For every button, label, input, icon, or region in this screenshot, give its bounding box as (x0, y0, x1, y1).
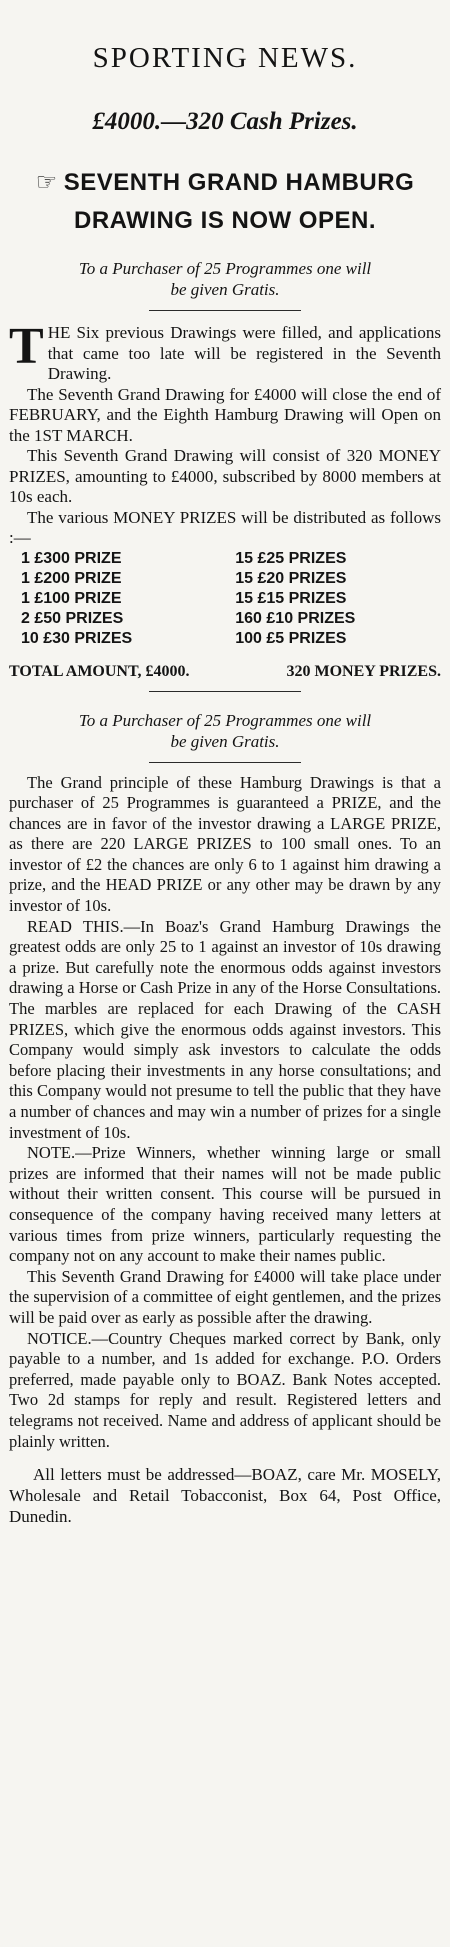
body-paragraph-note: NOTE.—Prize Winners, whether winning large or small prizes are informed that their names will not be made public without their written consent. This course will be pursued in consequence of the company having received many letters at various times from prize winners, particularly requesting the company not on any account to make their names public. (9, 1143, 441, 1266)
prize-item: 1 £200 PRIZE (21, 569, 122, 587)
headline-line-1-text: SEVENTH GRAND HAMBURG (63, 169, 415, 196)
body-section (9, 773, 441, 1453)
body-paragraph-read-this: READ THIS.—In Boaz's Grand Hamburg Drawings the greatest odds are only 25 to 1 against an investor of 10s drawing a prize. But carefully note the enormous odds against investors drawing a Horse or Cash Prize in any of the Horse Consultations. The marbles are replaced for each Drawing of the CASH PRIZES, which give the enormous odds against investors. This Company would simply ask investors to calculate the odds before placing their investments in any horse consultations; and this Company would not presume to tell the public that they have a number of chances and may win a number of prizes for a single investment of 10s. (9, 916, 441, 1142)
prize-item: 100 £5 PRIZES (235, 629, 347, 647)
gratis-notice-mid-line-1: To a Purchaser of 25 Programmes one will (78, 710, 372, 730)
gratis-notice-top-line-2: be given Gratis. (170, 280, 280, 299)
gratis-notice-mid-line-2: be given Gratis. (170, 731, 280, 751)
pointing-hand-icon: ☞ (35, 169, 58, 196)
intro-paragraph-3: This Seventh Grand Drawing will consist of 320 MONEY PRIZES, amounting to £4000, subscribed by 8000 members at 10s each. (9, 446, 441, 506)
gratis-notice-mid (23, 710, 427, 752)
total-prize-count: 320 MONEY PRIZES. (286, 662, 441, 680)
prize-item: 1 £300 PRIZE (21, 549, 122, 567)
prize-column-left (21, 549, 219, 649)
totals-line (9, 663, 441, 681)
prize-item: 10 £30 PRIZES (21, 629, 133, 647)
prize-item: 160 £10 PRIZES (235, 609, 356, 627)
closing-paragraph: All letters must be addressed—BOAZ, care Mr. MOSELY, Wholesale and Retail Tobacconist, Box 64, Post Office, Dunedin. (9, 1465, 441, 1527)
prize-item: 2 £50 PRIZES (21, 609, 124, 627)
intro-section (9, 318, 441, 549)
prize-table (11, 549, 441, 649)
gratis-notice-top-line-1: To a Purchaser of 25 Programmes one will (78, 259, 372, 278)
headline-line-2: DRAWING IS NOW OPEN. (73, 207, 376, 234)
divider-rule (149, 691, 301, 692)
body-paragraph-principle: The Grand principle of these Hamburg Drawings is that a purchaser of 25 Programmes is guaranteed a PRIZE, and the chances are in favor of the investor drawing a LARGE PRIZE, as there are 220 LARGE PRIZES to 100 small ones. To an investor of £2 the chances are only 6 to 1 against him drawing a prize, and the HEAD PRIZE or any other may be drawn by any investor of 10s. (9, 772, 441, 916)
prize-subtitle: £4000.—320 Cash Prizes. (92, 108, 358, 135)
body-paragraph-supervision: This Seventh Grand Drawing for £4000 will take place under the supervision of a committee of eight gentlemen, and the prizes will be paid over as early as possible after the drawing. (9, 1266, 441, 1327)
prize-column-right (235, 549, 433, 649)
prize-item: 15 £15 PRIZES (235, 589, 347, 607)
intro-paragraph-1-text: HE Six previous Drawings were filled, and applications that came too late will be registered in the Seventh Drawing. (47, 323, 441, 383)
headline-line-1 (9, 164, 441, 202)
body-paragraph-notice: NOTICE.—Country Cheques marked correct by Bank, only payable to a number, and 1s added for exchange. P.O. Orders preferred, made payable only to BOAZ. Bank Notes accepted. Two 2d stamps for reply and result. Registered letters and telegrams not received. Name and address of applicant should be plainly written. (9, 1328, 441, 1451)
closing-address (9, 1464, 441, 1527)
intro-paragraph-1 (9, 318, 441, 385)
prize-item: 15 £20 PRIZES (235, 569, 347, 587)
drop-cap: T (9, 318, 44, 375)
drawing-headline (9, 164, 441, 240)
total-amount: TOTAL AMOUNT, £4000. (9, 662, 190, 680)
intro-paragraph-2: The Seventh Grand Drawing for £4000 will close the end of FEBRUARY, and the Eighth Hamburg Drawing will Open on the 1ST MARCH. (9, 384, 441, 445)
prize-item: 1 £100 PRIZE (21, 589, 122, 607)
divider-rule (149, 310, 301, 311)
divider-rule (149, 762, 301, 763)
intro-paragraph-4: The various MONEY PRIZES will be distributed as follows :— (9, 507, 441, 547)
prize-item: 15 £25 PRIZES (235, 549, 347, 567)
section-title: SPORTING NEWS. (92, 42, 358, 74)
prize-columns (11, 549, 441, 649)
gratis-notice-top (23, 258, 427, 300)
